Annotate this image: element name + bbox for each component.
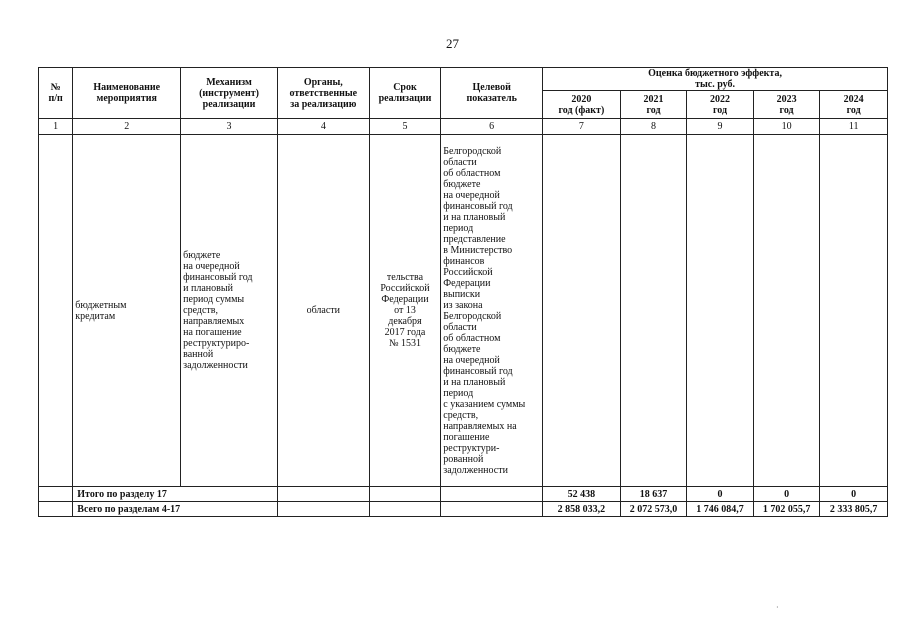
scan-speck: · [776,603,779,612]
page-number: 27 [446,36,459,51]
grand-total-value: 2 333 805,7 [820,502,888,517]
budget-effect-table [38,67,888,517]
responsible-bodies-cell: области [277,135,369,487]
header-mechanism: Механизм (инструмент) реализации [181,68,278,119]
table-row [39,135,888,487]
grand-total-label: Всего по разделам 4-17 [73,502,278,517]
total-value: 0 [753,487,820,502]
value-cell-2023 [753,135,820,487]
empty-cell [369,487,441,502]
total-value: 18 637 [620,487,687,502]
value-cell-2021 [620,135,687,487]
column-number: 2 [73,119,181,135]
column-number: 11 [820,119,888,135]
deadline-cell: тельства Российской Федерации от 13 декабря 2017 года № 1531 [369,135,441,487]
header-budget-effect: Оценка бюджетного эффекта, тыс. руб. [543,68,888,91]
column-number: 8 [620,119,687,135]
header-event-name: Наименование мероприятия [73,68,181,119]
total-value: 0 [820,487,888,502]
header-target-indicator: Целевой показатель [441,68,543,119]
grand-total-row [39,502,888,517]
empty-cell [39,502,73,517]
column-number: 1 [39,119,73,135]
empty-cell [39,487,73,502]
empty-cell [441,487,543,502]
event-name-cell: бюджетным кредитам [73,135,181,487]
mechanism-cell: бюджете на очередной финансовый год и плановый период суммы средств, направляемых на погашение реструктуриро- ванной задолженности [181,135,278,487]
value-cell-2020 [543,135,621,487]
empty-cell [369,502,441,517]
grand-total-value: 1 746 084,7 [687,502,754,517]
total-value: 0 [687,487,754,502]
column-number: 4 [277,119,369,135]
column-number: 7 [543,119,621,135]
column-number: 5 [369,119,441,135]
column-number: 9 [687,119,754,135]
grand-total-value: 1 702 055,7 [753,502,820,517]
header-year-2024: 2024 год [820,91,888,119]
empty-cell [277,487,369,502]
column-number: 10 [753,119,820,135]
value-cell-2022 [687,135,754,487]
column-number: 3 [181,119,278,135]
section-total-row [39,487,888,502]
column-number-row [39,119,888,135]
total-value: 52 438 [543,487,621,502]
column-number: 6 [441,119,543,135]
grand-total-value: 2 072 573,0 [620,502,687,517]
header-deadline: Срок реализации [369,68,441,119]
header-year-2021: 2021 год [620,91,687,119]
header-year-2023: 2023 год [753,91,820,119]
header-row-number: № п/п [39,68,73,119]
empty-cell [277,502,369,517]
value-cell-2024 [820,135,888,487]
grand-total-value: 2 858 033,2 [543,502,621,517]
section-total-label: Итого по разделу 17 [73,487,278,502]
header-year-2020: 2020 год (факт) [543,91,621,119]
empty-cell [441,502,543,517]
row-number-cell [39,135,73,487]
target-indicator-cell: Белгородской области об областном бюджете на очередной финансовый год и на плановый период представление в Министерство финансов Российской Федерации выписки из закона Белгородской области об областном бюджете на очередной финансовый год и на плановый период с указанием суммы средств, направляемых на погашение реструктури- рованной задолженности [441,135,543,487]
header-responsible-bodies: Органы, ответственные за реализацию [277,68,369,119]
header-year-2022: 2022 год [687,91,754,119]
